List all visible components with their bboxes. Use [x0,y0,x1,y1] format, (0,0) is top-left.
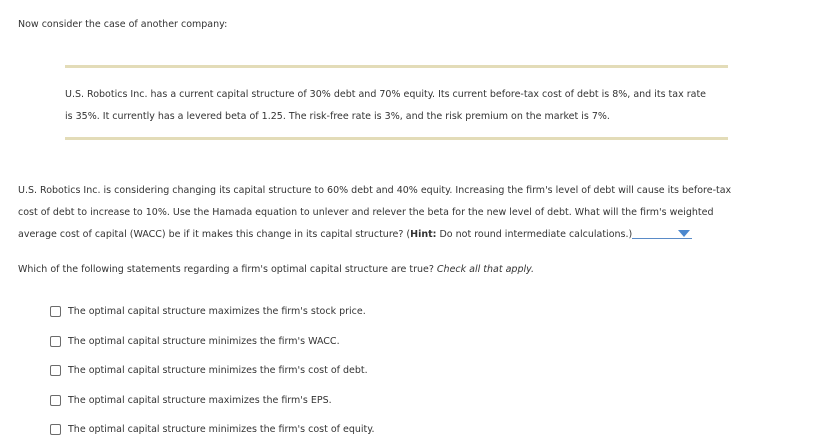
wacc-answer-dropdown[interactable] [632,226,692,239]
question2-instruction: Check all that apply. [436,264,535,275]
option-label: The optimal capital structure maximizes the firm's stock price. [68,306,366,318]
option-cost-of-debt[interactable] [50,356,375,386]
option-cost-of-equity[interactable] [50,415,375,445]
option-label: The optimal capital structure minimizes the firm's cost of debt. [68,365,368,377]
hint-label: Hint: [410,229,437,240]
option-stock-price[interactable] [50,297,375,327]
question1-line-3 [18,224,793,246]
scenario-line-2: is 35%. It currently has a levered beta of 1.25. The risk-free rate is 3%, and the risk premium on the market is 7%. [65,111,610,122]
options-list [50,297,375,445]
option-label: The optimal capital structure minimizes the firm's cost of equity. [68,424,375,436]
option-checkbox[interactable] [50,424,61,435]
option-label: The optimal capital structure minimizes the firm's WACC. [68,335,340,347]
wacc-question [18,180,793,246]
scenario-top-rule [65,65,728,68]
question2-text: Which of the following statements regarding a firm's optimal capital structure are true? [18,264,437,275]
option-checkbox[interactable] [50,365,61,376]
option-checkbox[interactable] [50,395,61,406]
scenario-bottom-rule [65,137,728,140]
option-wacc[interactable] [50,327,375,357]
question1-line-3-end: Do not round intermediate calculations.) [436,229,633,240]
triangle-down-icon [678,230,690,237]
option-eps[interactable] [50,386,375,416]
capital-structure-question [18,264,534,275]
option-checkbox[interactable] [50,306,61,317]
question1-line-3-start: average cost of capital (WACC) be if it makes this change in its capital structure? ( [18,229,411,240]
option-checkbox[interactable] [50,336,61,347]
question1-line-1: U.S. Robotics Inc. is considering changing its capital structure to 60% debt and 40% equity. Increasing the firm's level of debt will cause its before-tax [18,185,732,196]
option-label: The optimal capital structure maximizes the firm's EPS. [68,394,332,406]
intro-text: Now consider the case of another company: [18,19,228,30]
scenario-box [65,84,735,128]
question1-line-2: cost of debt to increase to 10%. Use the Hamada equation to unlever and relever the beta for the new level of debt. What will the firm's weighted [18,207,714,218]
scenario-line-1: U.S. Robotics Inc. has a current capital structure of 30% debt and 70% equity. Its current before-tax cost of debt is 8%, and its tax rate [65,89,707,100]
